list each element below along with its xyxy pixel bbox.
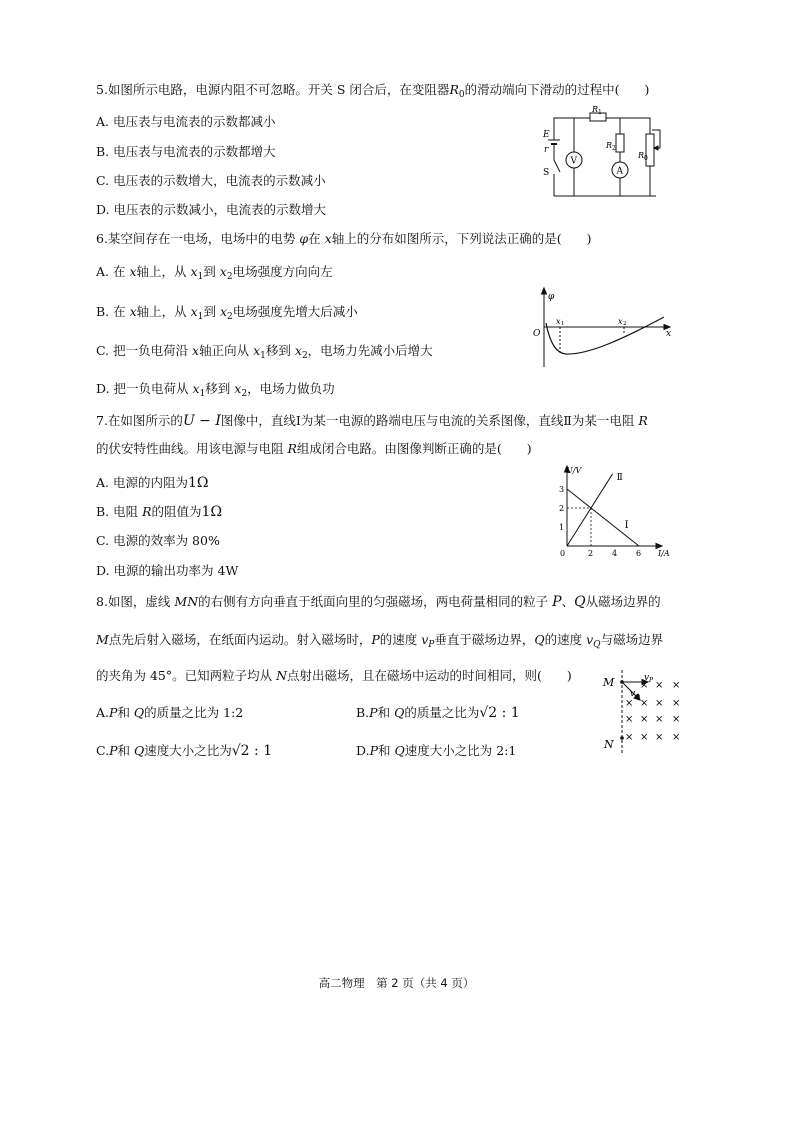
q6-option-d: D. 把一负电荷从 $x_1$移到 $x_2$，电场力做负功 <box>96 381 335 399</box>
q5-ammeter-label: A <box>616 166 623 177</box>
q6-x2-label: x <box>618 317 623 326</box>
q5-label-r: r <box>544 145 549 155</box>
q6-x1-sub: 1 <box>561 321 565 327</box>
q8-field-cross: × <box>640 698 649 709</box>
q8-stem-line-1: 8.如图，虚线 MN的右侧有方向垂直于纸面向里的匀强磁场，两电荷量相同的粒子 P、Q从磁场边界的 <box>96 594 661 610</box>
q8-magnetic-field-diagram <box>600 670 690 755</box>
q7-x-axis-label: I/A <box>658 549 670 558</box>
q8-point-n <box>620 736 624 740</box>
q8-field-cross: × <box>655 680 664 691</box>
q8-label-vq-sub: Q <box>635 694 640 701</box>
q8-field-cross: × <box>672 680 681 691</box>
q7-series-label-ii: Ⅱ <box>616 472 623 483</box>
q7-y-tick-label: 1 <box>559 523 565 532</box>
q8-option-c: C.P和 Q速度大小之比为√2 : 1 <box>96 743 273 759</box>
q5-label-r0-sub: 0 <box>644 155 648 162</box>
q7-option-d: D. 电源的输出功率为 4W <box>96 563 239 578</box>
q5-option-b: B. 电压表与电流表的示数都增大 <box>96 144 276 159</box>
q7-line-ii <box>567 474 613 546</box>
q8-field-cross: × <box>625 732 634 743</box>
q5-stem: 5.如图所示电路，电源内阻不可忽略。开关 S 闭合后，在变阻器$R_0$的滑动端向下滑动的过程中( ) <box>96 82 650 100</box>
q8-field-cross: × <box>640 680 649 691</box>
q5-label-r1-sub: 1 <box>598 109 602 116</box>
q7-x-tick-label: 2 <box>588 549 594 558</box>
q5-label-r0: R <box>638 151 645 160</box>
q5-voltmeter-label: V <box>570 156 577 167</box>
q6-option-b: B. 在 x轴上，从 $x_1$到 $x_2$电场强度先增大后减小 <box>96 304 358 322</box>
q8-field-cross: × <box>655 732 664 743</box>
q8-option-d: D.P和 Q速度大小之比为 2:1 <box>356 743 517 758</box>
q7-option-a: A. 电源的内阻为1Ω <box>96 475 209 491</box>
q7-option-b: B. 电阻 R的阻值为1Ω <box>96 504 223 520</box>
q8-label-vp-sub: P <box>649 677 654 684</box>
q5-label-s: S <box>543 168 550 178</box>
q7-stem-line-1: 7.在如图所示的U − I图像中，直线Ⅰ为某一电源的路端电压与电流的关系图像，直线Ⅱ为某一电阻 R <box>96 413 648 429</box>
q6-x-axis-label: x <box>666 329 672 339</box>
q8-field-cross: × <box>672 698 681 709</box>
q7-series-label-i: Ⅰ <box>624 519 629 531</box>
q8-stem-line-2: M点先后射入磁场，在纸面内运动。射入磁场时，P的速度 $v_P$垂直于磁场边界，Q的速度 $v_Q$与磁场边界 <box>96 632 664 650</box>
q7-origin-label: 0 <box>560 549 566 558</box>
q7-stem-line-2: 的伏安特性曲线。用该电源与电阻 R组成闭合电路。由图像判断正确的是( ) <box>96 441 532 456</box>
q8-field-cross: × <box>655 714 664 725</box>
q5-label-r1: R <box>592 105 599 114</box>
q5-label-e: E <box>543 130 550 140</box>
q5-label-r2: R <box>606 141 613 150</box>
q8-stem-line-3: 的夹角为 45°。已知两粒子均从 N点射出磁场，且在磁场中运动的时间相同，则( ) <box>96 668 572 683</box>
q6-origin-label: O <box>533 329 541 339</box>
q7-y-tick-label: 2 <box>559 504 565 513</box>
q7-option-c: C. 电源的效率为 80% <box>96 533 220 548</box>
q6-x1-label: x <box>556 317 561 326</box>
q6-potential-graph <box>528 287 678 372</box>
q8-field-cross: × <box>672 732 681 743</box>
q6-phi-label: φ <box>548 292 555 302</box>
q8-option-b: B.P和 Q的质量之比为√2 : 1 <box>356 705 520 721</box>
q8-label-vq: v <box>630 689 636 699</box>
q8-field-cross: × <box>640 732 649 743</box>
q5-option-c: C. 电压表的示数增大，电流表的示数减小 <box>96 173 326 188</box>
q7-line-i <box>567 489 639 546</box>
q7-x-tick-label: 4 <box>612 549 618 558</box>
q8-field-cross: × <box>655 698 664 709</box>
q6-x2-sub: 2 <box>623 321 627 327</box>
q5-option-d: D. 电压表的示数减小，电流表的示数增大 <box>96 202 327 217</box>
q7-ui-chart <box>556 464 686 564</box>
page-footer: 高二物理 第 2 页（共 4 页） <box>318 976 475 990</box>
q7-y-axis-label: U/V <box>566 466 582 475</box>
q8-label-m: M <box>603 676 615 689</box>
q7-x-tick-label: 6 <box>636 549 642 558</box>
q5-circuit-diagram <box>540 105 670 203</box>
q7-y-tick-label: 3 <box>559 485 565 494</box>
q8-label-vp: v <box>644 673 650 683</box>
q8-point-m <box>620 680 624 684</box>
q6-option-c: C. 把一负电荷沿 x轴正向从 $x_1$移到 $x_2$，电场力先减小后增大 <box>96 343 433 361</box>
q5-label-r2-sub: 2 <box>612 145 616 152</box>
q8-field-cross: × <box>672 714 681 725</box>
q6-option-a: A. 在 x轴上，从 $x_1$到 $x_2$电场强度方向向左 <box>96 264 333 282</box>
q5-option-a: A. 电压表与电流表的示数都减小 <box>96 114 276 129</box>
q8-option-a: A.P和 Q的质量之比为 1:2 <box>96 705 244 720</box>
q8-label-n: N <box>604 738 614 751</box>
q8-field-cross: × <box>625 698 634 709</box>
q8-field-cross: × <box>640 714 649 725</box>
q8-field-cross: × <box>625 714 634 725</box>
q6-stem: 6.某空间存在一电场，电场中的电势 φ在 x轴上的分布如图所示，下列说法正确的是( ) <box>96 231 592 246</box>
